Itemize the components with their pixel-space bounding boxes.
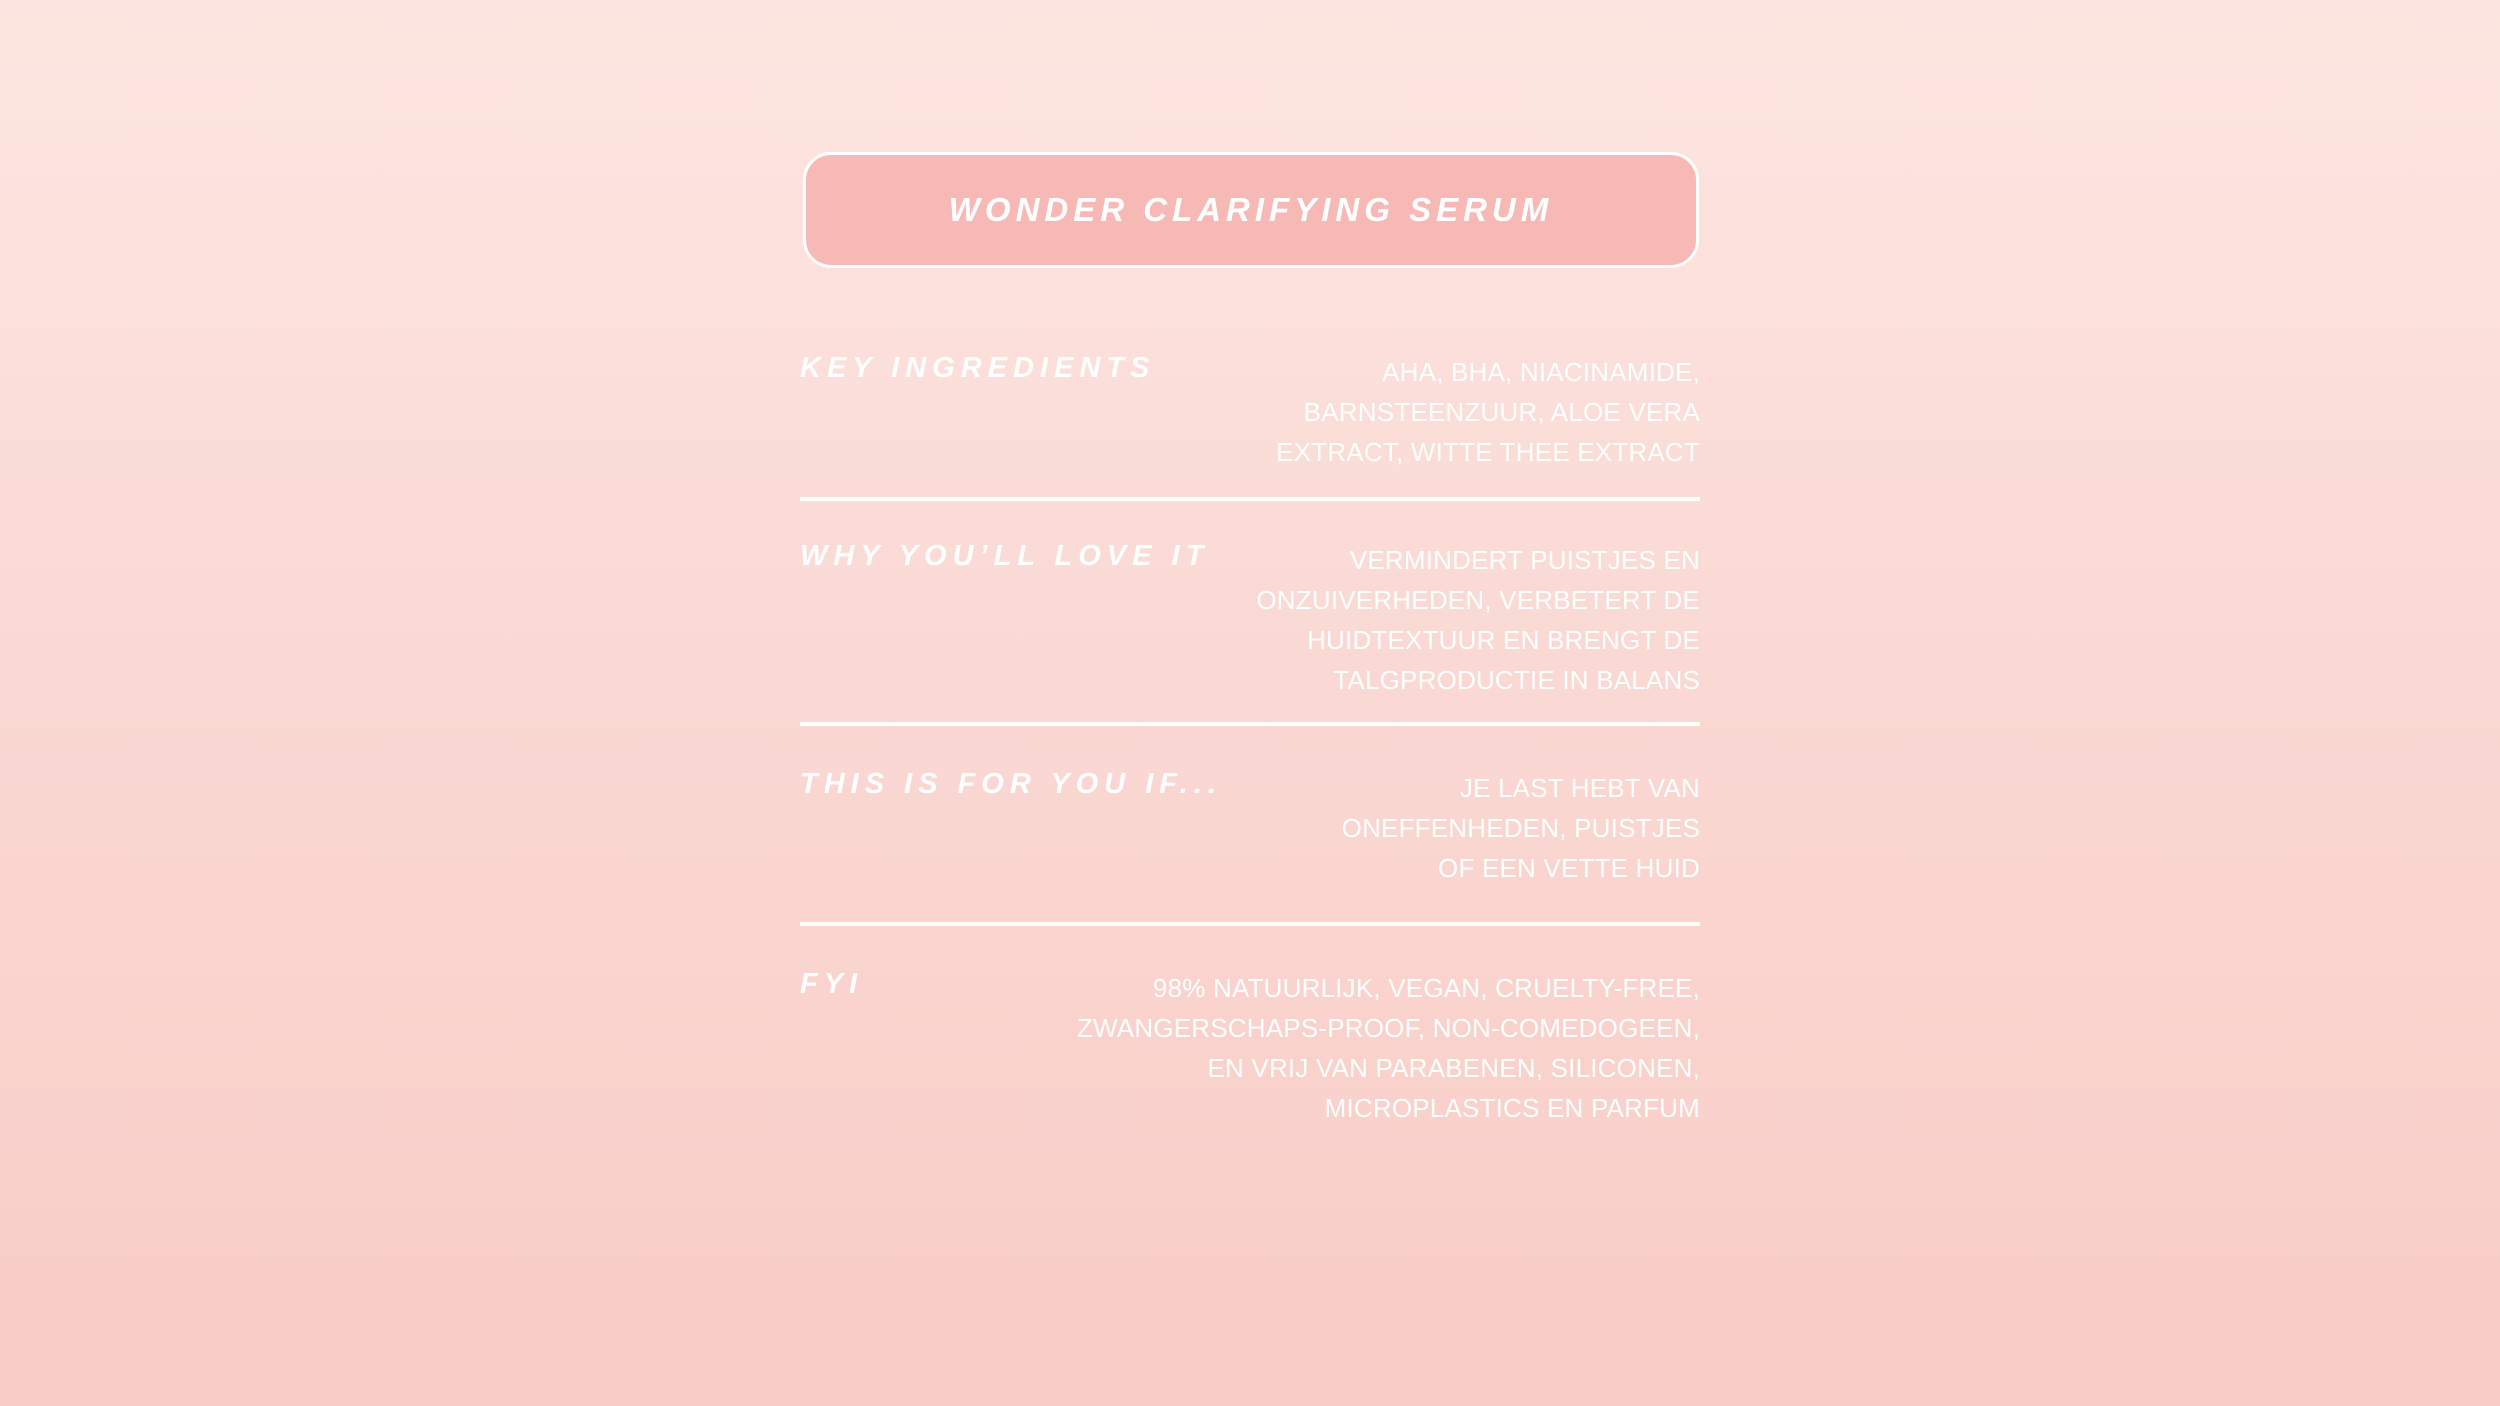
product-title-banner xyxy=(803,152,1699,268)
key-ingredients-value: AHA, BHA, NIACINAMIDE, BARNSTEENZUUR, ALOE VERA EXTRACT, WITTE THEE EXTRACT xyxy=(1276,357,1700,467)
fyi-label: FYI xyxy=(800,968,864,1000)
why-love-it-label: WHY YOU’LL LOVE IT xyxy=(800,540,1210,572)
fyi-value: 98% NATUURLIJK, VEGAN, CRUELTY-FREE, ZWANGERSCHAPS-PROOF, NON-COMEDOGEEN, EN VRIJ VAN PARABENEN, SILICONEN, MICROPLASTICS EN PARFUM xyxy=(1076,973,1700,1123)
divider xyxy=(800,722,1700,726)
divider xyxy=(800,922,1700,926)
product-info-sheet xyxy=(800,0,1700,1406)
why-love-it-value: VERMINDERT PUISTJES EN ONZUIVERHEDEN, VERBETERT DE HUIDTEXTUUR EN BRENGT DE TALGPRODUCTIE IN BALANS xyxy=(1256,545,1700,695)
product-title: WONDER CLARIFYING SERUM xyxy=(948,191,1554,228)
for-you-if-value: JE LAST HEBT VAN ONEFFENHEDEN, PUISTJES OF EEN VETTE HUID xyxy=(1341,773,1700,883)
divider xyxy=(800,497,1700,501)
key-ingredients-label: KEY INGREDIENTS xyxy=(800,352,1156,384)
for-you-if-label: THIS IS FOR YOU IF... xyxy=(800,768,1222,800)
